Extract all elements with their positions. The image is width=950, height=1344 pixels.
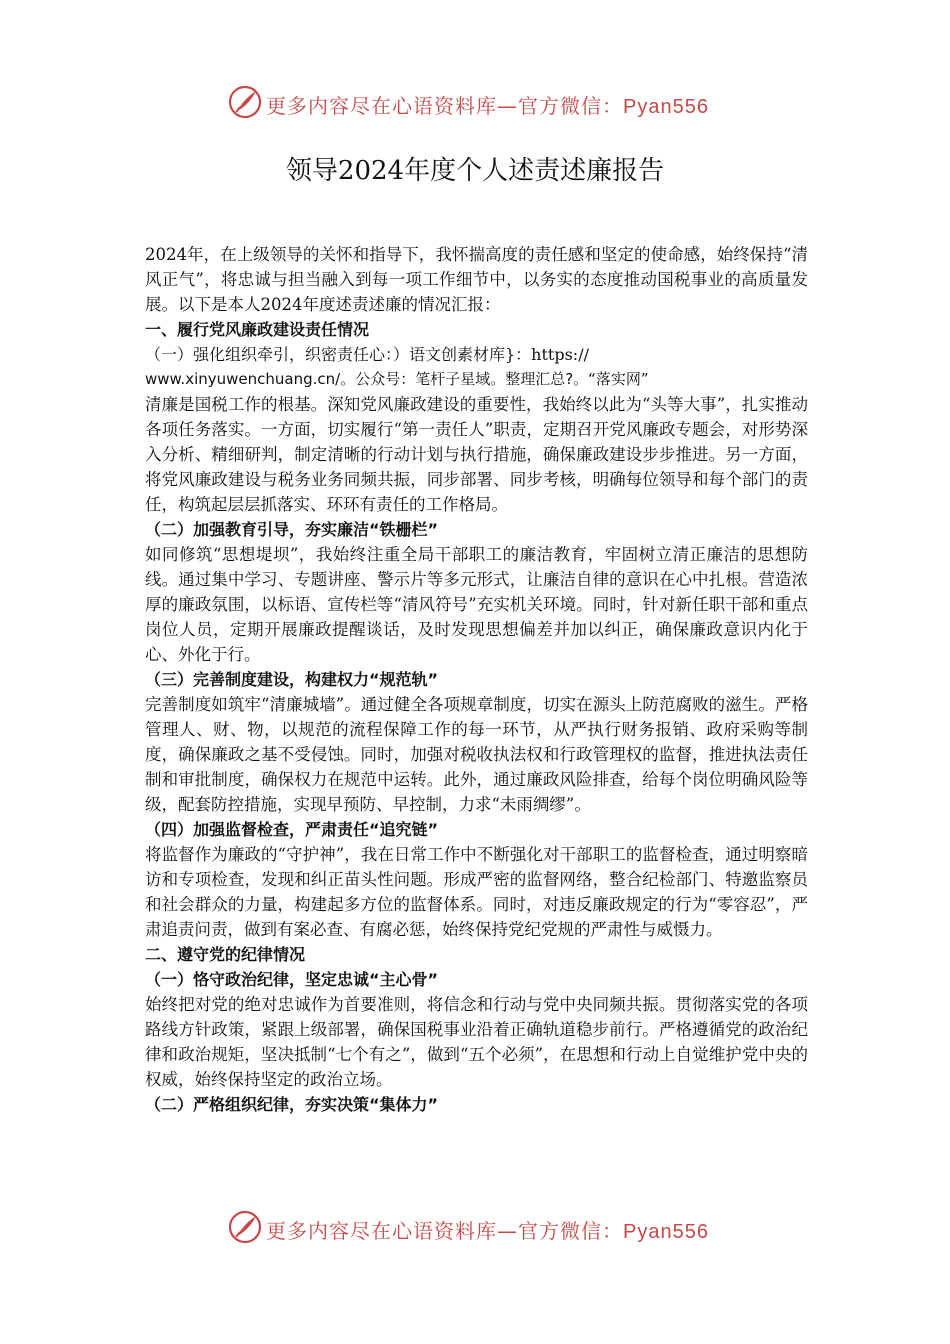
subsection-heading-1-1: （一）强化组织牵引，织密责任心：）语文创素材库}：https:// xyxy=(145,345,589,364)
quill-logo-icon xyxy=(228,85,262,119)
subsection-heading-1-4: （四）加强监督检查，严肃责任“追究链” xyxy=(145,820,439,839)
source-line: www.xinyuwenchuang.cn/。公众号：笔杆子星域。整理汇总?。“落实网” xyxy=(145,370,649,388)
paragraph-1-2: 如同修筑“思想堤坝”，我始终注重全局干部职工的廉洁教育，牢固树立清正廉洁的思想防线。通过集中学习、专题讲座、警示片等多元形式，让廉洁自律的意识在心中扎根。营造浓厚的廉政氛围，以标语、宣传栏等“清风符号”充实机关环境。同时，针对新任职干部和重点岗位人员，定期开展廉政提醒谈话，及时发现思想偏差并加以纠正，确保廉政意识内化于心、外化于行。 xyxy=(145,545,808,664)
document-title: 领导2024年度个人述责述廉报告 xyxy=(285,156,665,186)
watermark-text: 更多内容尽在心语资料库—官方微信：Pyan556 xyxy=(266,94,709,118)
document-body xyxy=(145,242,808,1117)
paragraph-1-4: 将监督作为廉政的“守护神”，我在日常工作中不断强化对干部职工的监督检查，通过明察暗访和专项检查，发现和纠正苗头性问题。形成严密的监督网络，整合纪检部门、特邀监察员和社会群众的力量，构建起多方位的监督体系。同时，对违反廉政规定的行为“零容忍”，严肃追责问责，做到有案必查、有腐必惩，始终保持党纪党规的严肃性与威慑力。 xyxy=(145,845,808,939)
footer-watermark-banner xyxy=(0,1205,950,1255)
subsection-heading-1-3: （三）完善制度建设，构建权力“规范轨” xyxy=(145,670,439,689)
intro-paragraph: 2024年，在上级领导的关怀和指导下，我怀揣高度的责任感和坚定的使命感，始终保持“清风正气”，将忠诚与担当融入到每一项工作细节中，以务实的态度推动国税事业的高质量发展。以下是本人2024年度述责述廉的情况汇报： xyxy=(145,245,808,314)
section-heading-1: 一、履行党风廉政建设责任情况 xyxy=(145,320,370,339)
paragraph-1-1: 清廉是国税工作的根基。深知党风廉政建设的重要性，我始终以此为“头等大事”，扎实推动各项任务落实。一方面，切实履行“第一责任人”职责，定期召开党风廉政专题会，对形势深入分析、精细研判，制定清晰的行动计划与执行措施，确保廉政建设步步推进。另一方面，将党风廉政建设与税务业务同频共振，同步部署、同步考核，明确每位领导和每个部门的责任，构筑起层层抓落实、环环有责任的工作格局。 xyxy=(145,395,808,514)
paragraph-1-3: 完善制度如筑牢“清廉城墙”。通过健全各项规章制度，切实在源头上防范腐败的滋生。严格管理人、财、物，以规范的流程保障工作的每一环节，从严执行财务报销、政府采购等制度，确保廉政之基不受侵蚀。同时，加强对税收执法权和行政管理权的监督，推进执法责任制和审批制度，确保权力在规范中运转。此外，通过廉政风险排查，给每个岗位明确风险等级，配套防控措施，实现早预防、早控制，力求“未雨绸缪”。 xyxy=(145,695,808,814)
subsection-heading-2-1: （一）恪守政治纪律，坚定忠诚“主心骨” xyxy=(145,970,439,989)
section-heading-2: 二、遵守党的纪律情况 xyxy=(145,945,306,964)
header-watermark-banner xyxy=(0,80,950,130)
watermark-text: 更多内容尽在心语资料库—官方微信：Pyan556 xyxy=(266,1219,709,1243)
subsection-heading-2-2: （二）严格组织纪律，夯实决策“集体力” xyxy=(145,1095,439,1114)
subsection-heading-1-2: （二）加强教育引导，夯实廉洁“铁栅栏” xyxy=(145,520,439,539)
paragraph-2-1: 始终把对党的绝对忠诚作为首要准则，将信念和行动与党中央同频共振。贯彻落实党的各项路线方针政策，紧跟上级部署，确保国税事业沿着正确轨道稳步前行。严格遵循党的政治纪律和政治规矩，坚决抵制“七个有之”，做到“五个必须”，在思想和行动上自觉维护党中央的权威，始终保持坚定的政治立场。 xyxy=(145,995,808,1089)
quill-logo-icon xyxy=(228,1210,262,1244)
